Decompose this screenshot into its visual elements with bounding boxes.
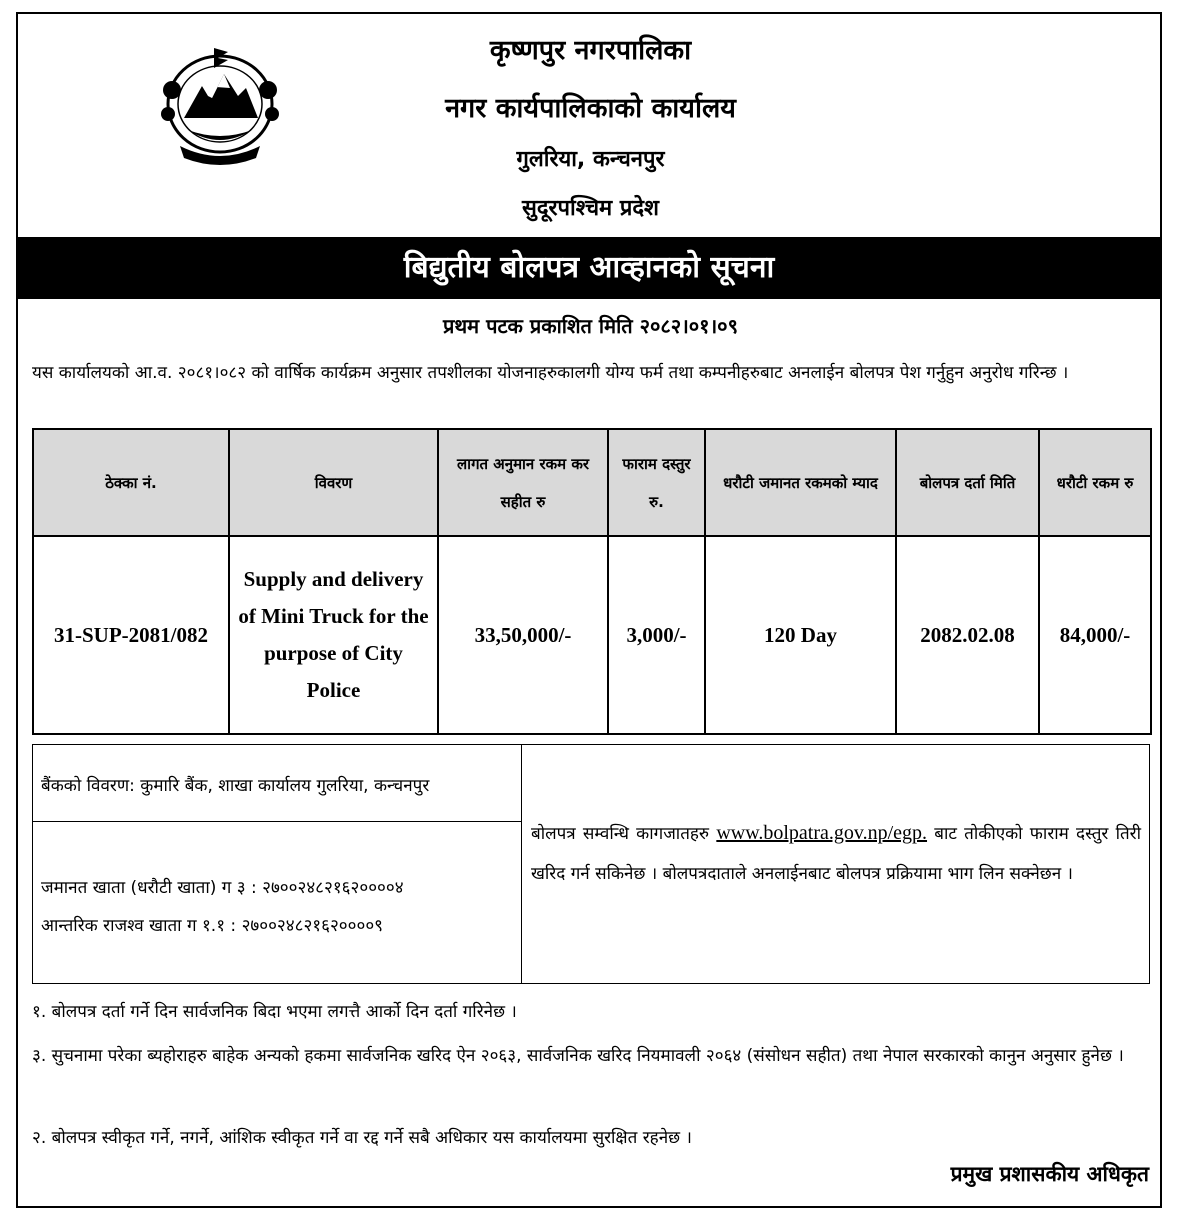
table-row <box>33 536 1151 734</box>
col-header-estimated-cost: लागत अनुमान रकम कर सहीत रु <box>438 429 608 536</box>
col-header-bid-security-validity: धरौटी जमानत रकमको म्याद <box>705 429 896 536</box>
note-item: १. बोलपत्र दर्ता गर्ने दिन सार्वजनिक बिदा भएमा लगत्तै आर्को दिन दर्ता गरिनेछ । <box>32 1002 517 1022</box>
municipality-name: कृष्णपुर नगरपालिका <box>489 35 692 66</box>
document-instructions <box>531 813 1141 894</box>
col-header-form-fee: फाराम दस्तुर रु. <box>608 429 705 536</box>
signatory-title: प्रमुख प्रशासकीय अधिकृत <box>950 1162 1149 1186</box>
col-header-description: विवरण <box>229 429 438 536</box>
office-location: गुलरिया, कन्चनपुर <box>516 147 665 172</box>
cell-contract-no: 31-SUP-2081/082 <box>33 536 229 734</box>
docs-suffix: बाट तोकीएको फाराम दस्तुर तिरी खरिद गर्न सकिनेछ । बोलपत्रदाताले अनलाईनबाट बोलपत्र प्रक्रियामा भाग लिन सक्नेछन । <box>531 824 1142 884</box>
note-item: ३. सुचनामा परेका ब्यहोराहरु बाहेक अन्यको हकमा सार्वजनिक खरिद ऐन २०६३, सार्वजनिक खरिद नियमावली २०६४ (संसोधन सहीत) तथा नेपाल सरकारको कानुन अनुसार हुनेछ । <box>32 1046 1124 1066</box>
note-item: २. बोलपत्र स्वीकृत गर्ने, नगर्ने, आंशिक स्वीकृत गर्ने वा रद्द गर्ने सबै अधिकार यस कार्यालयमा सुरक्षित रहनेछ । <box>32 1128 692 1148</box>
col-header-contract-no: ठेक्का नं. <box>33 429 229 536</box>
cell-bid-security-amount: 84,000/- <box>1039 536 1151 734</box>
province-name: सुदूरपश्चिम प्रदेश <box>521 196 660 221</box>
cell-bid-security-validity: 120 Day <box>705 536 896 734</box>
bank-name: बैंकको विवरण: कुमारि बैंक, शाखा कार्यालय गुलरिया, कन्चनपुर <box>41 776 430 796</box>
security-account: जमानत खाता (धरौटी खाता) ग ३ : २७००२४८२१६२००००४ <box>41 878 404 898</box>
cell-form-fee: 3,000/- <box>608 536 705 734</box>
col-header-bid-security-amount: धरौटी रकम रु <box>1039 429 1151 536</box>
cell-description: Supply and delivery of Mini Truck for the purpose of City Police <box>229 536 438 734</box>
docs-prefix: बोलपत्र सम्वन्धि कागजातहरु <box>531 824 710 844</box>
notice-title-banner: बिद्युतीय बोलपत्र आव्हानको सूचना <box>18 237 1160 299</box>
bank-box-row-divider <box>33 821 521 822</box>
cell-estimated-cost: 33,50,000/- <box>438 536 608 734</box>
intro-paragraph: यस कार्यालयको आ.व. २०८१।०८२ को वार्षिक कार्यक्रम अनुसार तपशीलका योजनाहरुकालगी योग्य फर्म तथा कम्पनीहरुबाट अनलाईन बोलपत्र पेश गर्नुहुन अनुरोध गरिन्छ । <box>32 363 1069 383</box>
tender-table <box>32 428 1152 735</box>
table-header-row <box>33 429 1151 536</box>
revenue-account: आन्तरिक राजश्व खाता ग १.१ : २७००२४८२१६२००००९ <box>41 916 384 936</box>
bolpatra-link[interactable]: www.bolpatra.gov.np/egp. <box>716 822 928 844</box>
bank-box-divider <box>521 745 522 983</box>
publish-date: प्रथम पटक प्रकाशित मिति २०८२।०१।०९ <box>443 314 738 338</box>
bank-details-box <box>32 744 1150 984</box>
office-name: नगर कार्यपालिकाको कार्यालय <box>445 93 736 124</box>
cell-bid-submission-date: 2082.02.08 <box>896 536 1039 734</box>
col-header-bid-submission-date: बोलपत्र दर्ता मिति <box>896 429 1039 536</box>
